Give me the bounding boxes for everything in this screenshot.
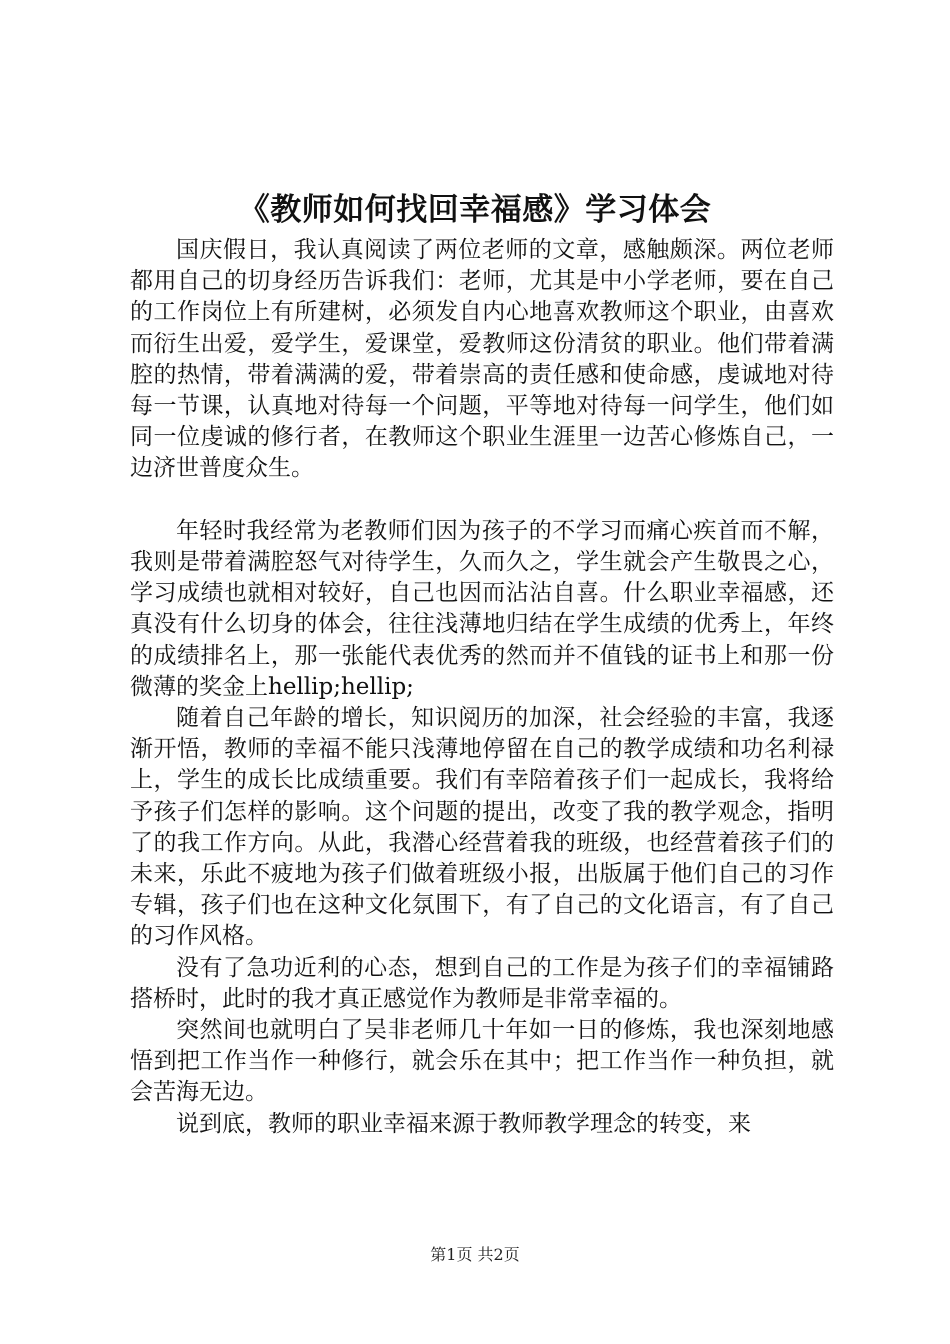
document-body: [130, 235, 834, 1140]
paragraph-1: 国庆假日，我认真阅读了两位老师的文章，感触颇深。两位老师都用自己的切身经历告诉我们：老师，尤其是中小学老师，要在自己的工作岗位上有所建树，必须发自内心地喜欢教师这个职业，由喜欢而衍生出爱，爱学生，爱课堂，爱教师这份清贫的职业。他们带着满腔的热情，带着满满的爱，带着崇高的责任感和使命感，虔诚地对待每一节课，认真地对待每一个问题，平等地对待每一问学生，他们如同一位虔诚的修行者，在教师这个职业生涯里一边苦心修炼自己，一边济世普度众生。: [130, 237, 834, 482]
paragraph-2: 年轻时我经常为老教师们因为孩子的不学习而痛心疾首而不解，我则是带着满腔怒气对待学生，久而久之，学生就会产生敬畏之心，学习成绩也就相对较好，自己也因而沾沾自喜。什么职业幸福感，还真没有什么切身的体会，往往浅薄地归结在学生成绩的优秀上，年终的成绩排名上，那一张能代表优秀的然而并不值钱的证书上和那一份微薄的奖金上hellip;hellip;: [130, 517, 834, 700]
paragraph-6: 说到底，教师的职业幸福来源于教师教学理念的转变，来: [176, 1110, 751, 1137]
paragraph-4: 没有了急功近利的心态，想到自己的工作是为孩子们的幸福铺路搭桥时，此时的我才真正感觉作为教师是非常幸福的。: [130, 954, 834, 1012]
document-title: 《教师如何找回幸福感》学习体会: [238, 192, 712, 228]
paragraph-5: 突然间也就明白了吴非老师几十年如一日的修炼，我也深刻地感悟到把工作当作一种修行，就会乐在其中；把工作当作一种负担，就会苦海无边。: [130, 1017, 834, 1106]
page-footer: 第1页 共2页: [430, 1245, 520, 1264]
paragraph-3: 随着自己年龄的增长，知识阅历的加深，社会经验的丰富，我逐渐开悟，教师的幸福不能只浅薄地停留在自己的教学成绩和功名利禄上，学生的成长比成绩重要。我们有幸陪着孩子们一起成长，我将给予孩子们怎样的影响。这个问题的提出，改变了我的教学观念，指明了的我工作方向。从此，我潜心经营着我的班级，也经营着孩子们的未来，乐此不疲地为孩子们做着班级小报，出版属于他们自己的习作专辑，孩子们也在这种文化氛围下，有了自己的文化语言，有了自己的习作风格。: [130, 705, 834, 950]
